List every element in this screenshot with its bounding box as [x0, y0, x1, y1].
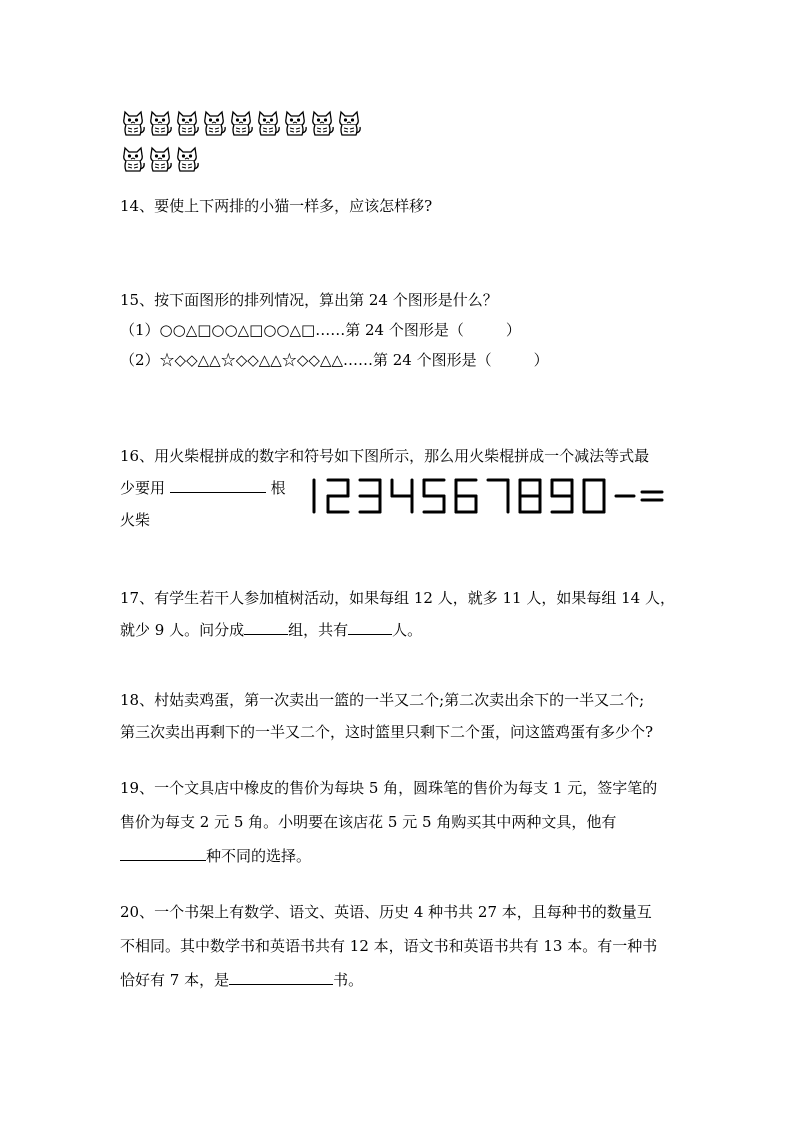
question-17-line-2-a: 就少 9 人。问分成 — [120, 621, 245, 639]
question-20-line-3-b: 书。 — [333, 971, 364, 989]
cat-icon — [336, 110, 362, 138]
question-17-line-2-c: 人。 — [392, 621, 423, 639]
cat-icon — [309, 110, 335, 138]
question-20-line-2: 不相同。其中数学书和英语书共有 12 本，语文书和英语书共有 13 本。有一种书 — [120, 937, 658, 955]
question-16-line-2-b: 根 — [270, 479, 286, 497]
question-20-line-1: 20、一个书架上有数学、语文、英语、历史 4 种书共 27 本，且每种书的数量互 — [120, 903, 652, 921]
question-19-line-1: 19、一个文具店中橡皮的售价为每块 5 角，圆珠笔的售价为每支 1 元，签字笔的 — [120, 779, 658, 797]
question-19-line-3-b: 种不同的选择。 — [206, 847, 312, 865]
question-15-line-2-prefix: （2） — [120, 351, 160, 369]
question-20 — [120, 896, 680, 996]
question-15-line-1-suffix: 第 24 个图形是（ — [345, 321, 464, 339]
question-17 — [120, 582, 680, 646]
question-14 — [120, 190, 680, 222]
answer-blank[interactable] — [244, 616, 288, 635]
question-15-line-1-prefix: （1） — [120, 321, 160, 339]
question-17-line-2-b: 组，共有 — [288, 621, 349, 639]
question-20-line-3 — [120, 964, 680, 996]
question-15-text: 15、按下面图形的排列情况，算出第 24 个图形是什么？ — [120, 291, 498, 309]
cat-row-bottom — [120, 146, 220, 176]
answer-blank[interactable] — [229, 966, 333, 985]
answer-blank[interactable] — [348, 616, 392, 635]
cat-icon — [120, 110, 146, 138]
question-18 — [120, 684, 680, 748]
answer-blank[interactable] — [170, 474, 266, 493]
cat-row-top — [120, 110, 380, 140]
question-20-line-3-a: 恰好有 7 本，是 — [120, 971, 230, 989]
question-15-line-1 — [120, 314, 680, 346]
cat-icon — [120, 146, 146, 174]
cat-icon — [201, 110, 227, 138]
question-15-line-1-pattern: ○○△□○○△□○○△□…… — [159, 321, 346, 339]
question-15-line-2-close: ） — [533, 351, 549, 369]
question-19-line-3 — [120, 840, 680, 872]
answer-blank[interactable] — [120, 842, 206, 861]
cat-icon — [228, 110, 254, 138]
question-18-line-1: 18、村姑卖鸡蛋，第一次卖出一篮的一半又二个;第二次卖出余下的一半又二个; — [120, 691, 645, 709]
question-16-line-1: 16、用火柴棍拼成的数字和符号如下图所示，那么用火柴棍拼成一个减法等式最 — [120, 447, 650, 465]
cat-icon — [174, 110, 200, 138]
question-15 — [120, 284, 680, 376]
question-15-line-2-pattern: ☆◇◇△△☆◇◇△△☆◇◇△△…… — [159, 351, 373, 369]
matchstick-digits — [312, 478, 668, 518]
cat-icon — [174, 146, 200, 174]
question-17-line-2 — [120, 614, 680, 646]
cat-rows — [120, 110, 380, 174]
question-18-line-2: 第三次卖出再剩下的一半又二个，这时篮里只剩下二个蛋，问这篮鸡蛋有多少个? — [120, 723, 654, 741]
cat-icon — [255, 110, 281, 138]
question-14-text: 14、要使上下两排的小猫一样多，应该怎样移? — [120, 197, 433, 215]
question-15-line-1-close: ） — [505, 321, 521, 339]
question-16-line-2-a: 少要用 — [120, 479, 166, 497]
cat-icon — [147, 146, 173, 174]
question-16-line-3: 火柴 — [120, 511, 151, 529]
cat-icon — [282, 110, 308, 138]
question-15-line-2-suffix: 第 24 个图形是（ — [372, 351, 492, 369]
question-19 — [120, 772, 680, 872]
question-19-line-2: 售价为每支 2 元 5 角。小明要在该店花 5 元 5 角购买其中两种文具，他有 — [120, 813, 617, 831]
cat-icon — [147, 110, 173, 138]
question-15-line-2 — [120, 344, 680, 376]
question-17-line-1: 17、有学生若干人参加植树活动，如果每组 12 人，就多 11 人，如果每组 14 人， — [120, 589, 675, 607]
